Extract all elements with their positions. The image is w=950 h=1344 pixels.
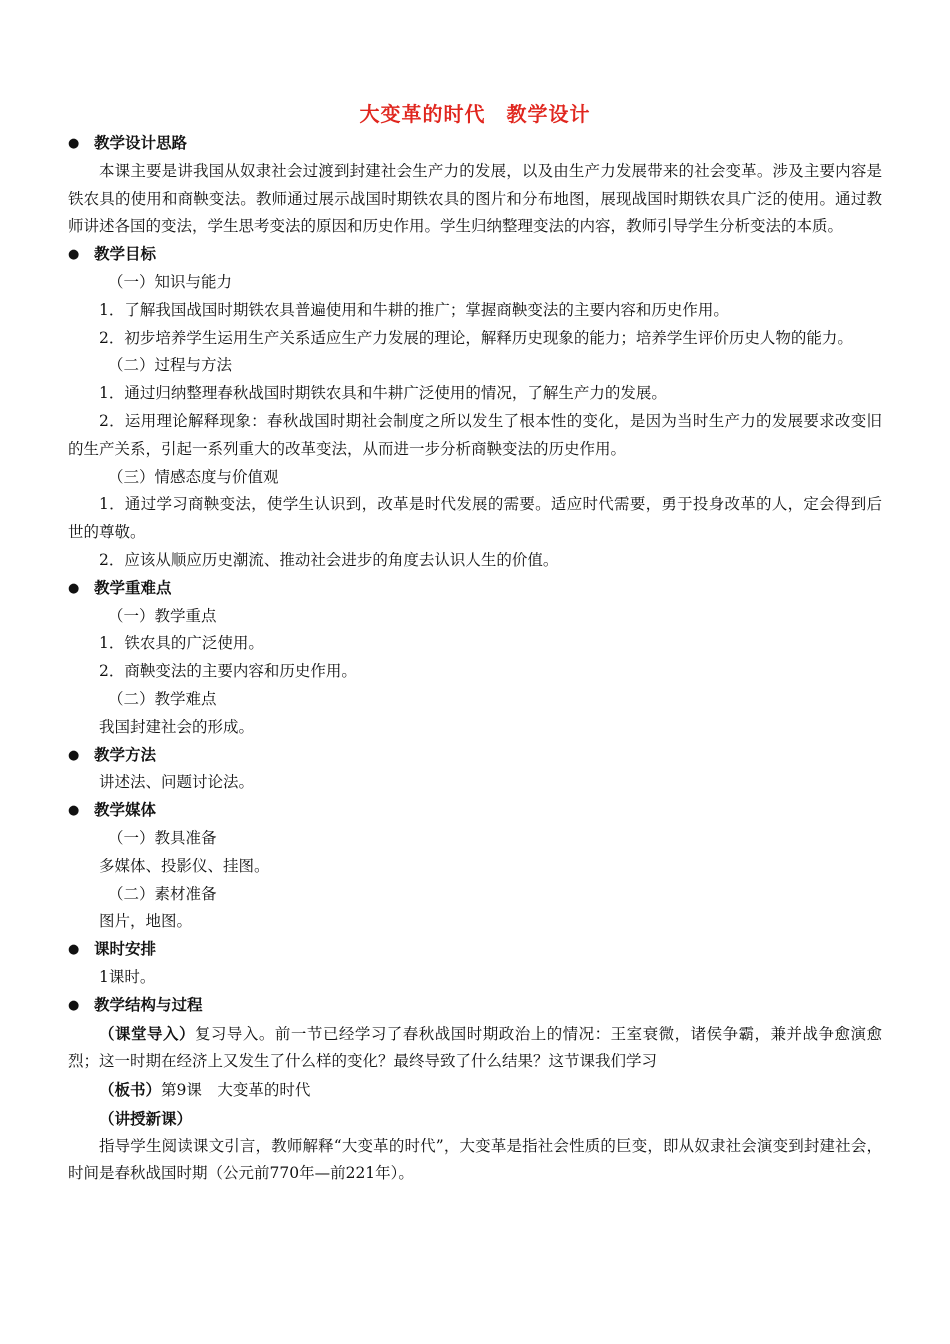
paragraph: 本课主要是讲我国从奴隶社会过渡到封建社会生产力的发展，以及由生产力发展带来的社会变革。涉及主要内容是铁农具的使用和商鞅变法。教师通过展示战国时期铁农具的图片和分布地图，展现战国时期铁农具广泛的使用。通过教师讲述各国的变法，学生思考变法的原因和历史作用。学生归纳整理变法的内容，教师引导学生分析变法的本质。 [68, 161, 882, 236]
paragraph: 1．铁农具的广泛使用。 [99, 634, 264, 653]
bullet-icon: ● [68, 747, 80, 763]
paragraph: 2．运用理论解释现象：春秋战国时期社会制度之所以发生了根本性的变化，是因为当时生产力的发展要求改变旧的生产关系，引起一系列重大的改革变法，从而进一步分析商鞅变法的历史作用。 [68, 411, 882, 458]
document-body [68, 130, 882, 1188]
paragraph: 1．了解我国战国时期铁农具普遍使用和牛耕的推广；掌握商鞅变法的主要内容和历史作用。 [99, 300, 729, 319]
paragraph: 讲述法、问题讨论法。 [99, 773, 255, 792]
paragraph: 2．商鞅变法的主要内容和历史作用。 [99, 662, 357, 681]
heading-text: 课时安排 [94, 940, 157, 959]
section-heading-design-idea [68, 130, 882, 158]
bullet-icon: ● [68, 247, 80, 263]
label-blackboard: （板书） [99, 1080, 162, 1100]
subheading: （一）教具准备 [108, 828, 217, 847]
label-intro: （课堂导入） [99, 1023, 195, 1043]
bullet-icon: ● [68, 942, 80, 958]
paragraph-intro [68, 1020, 882, 1077]
paragraph: 我国封建社会的形成。 [99, 717, 255, 736]
bullet-icon: ● [68, 136, 80, 151]
paragraph: 2．初步培养学生运用生产关系适应生产力发展的理论，解释历史现象的能力；培养学生评价历史人物的能力。 [99, 328, 853, 347]
heading-text: 教学设计思路 [94, 134, 188, 152]
paragraph-blackboard [68, 1076, 882, 1105]
subheading: （三）情感态度与价值观 [108, 467, 279, 486]
heading-text: 教学重难点 [94, 578, 172, 597]
heading-text: 教学方法 [94, 745, 157, 764]
paragraph: 1．通过归纳整理春秋战国时期铁农具和牛耕广泛使用的情况，了解生产力的发展。 [99, 384, 667, 403]
subheading: （一）知识与能力 [108, 272, 233, 291]
paragraph: 指导学生阅读课文引言，教师解释“大变革的时代”，大变革是指社会性质的巨变，即从奴隶社会演变到封建社会，时间是春秋战国时期（公元前770年—前221年）。 [68, 1136, 882, 1183]
section-heading-methods [68, 742, 882, 770]
paragraph: 1课时。 [99, 967, 156, 986]
paragraph: 多媒体、投影仪、挂图。 [99, 856, 270, 875]
label-new-lesson: （讲授新课） [99, 1108, 193, 1128]
section-heading-objectives [68, 241, 882, 269]
paragraph: 1．通过学习商鞅变法，使学生认识到，改革是时代发展的需要。适应时代需要，勇于投身改革的人，定会得到后世的尊敬。 [68, 495, 882, 542]
bullet-icon: ● [68, 803, 80, 819]
subheading: （二）过程与方法 [108, 356, 233, 375]
section-heading-media [68, 797, 882, 825]
heading-text: 教学目标 [94, 245, 157, 264]
section-heading-schedule [68, 936, 882, 964]
subheading: （二）教学难点 [108, 689, 217, 708]
paragraph-text: 第9课 大变革的时代 [161, 1081, 311, 1100]
bullet-icon: ● [68, 997, 80, 1013]
subheading: （一）教学重点 [108, 606, 217, 625]
section-heading-key-points [68, 575, 882, 603]
paragraph-text: 复习导入。前一节已经学习了春秋战国时期政治上的情况：王室衰微，诸侯争霸，兼并战争愈演愈烈；这一时期在经济上又发生了什么样的变化？最终导致了什么结果？这节课我们学习 [68, 1024, 882, 1071]
paragraph: 图片，地图。 [99, 912, 193, 931]
section-heading-process [68, 992, 882, 1020]
heading-text: 教学结构与过程 [94, 995, 203, 1014]
heading-text: 教学媒体 [94, 801, 157, 820]
paragraph: 2．应该从顺应历史潮流、推动社会进步的角度去认识人生的价值。 [99, 550, 559, 569]
document-title: 大变革的时代 教学设计 [359, 102, 591, 126]
bullet-icon: ● [68, 580, 80, 596]
subheading: （二）素材准备 [108, 884, 217, 903]
